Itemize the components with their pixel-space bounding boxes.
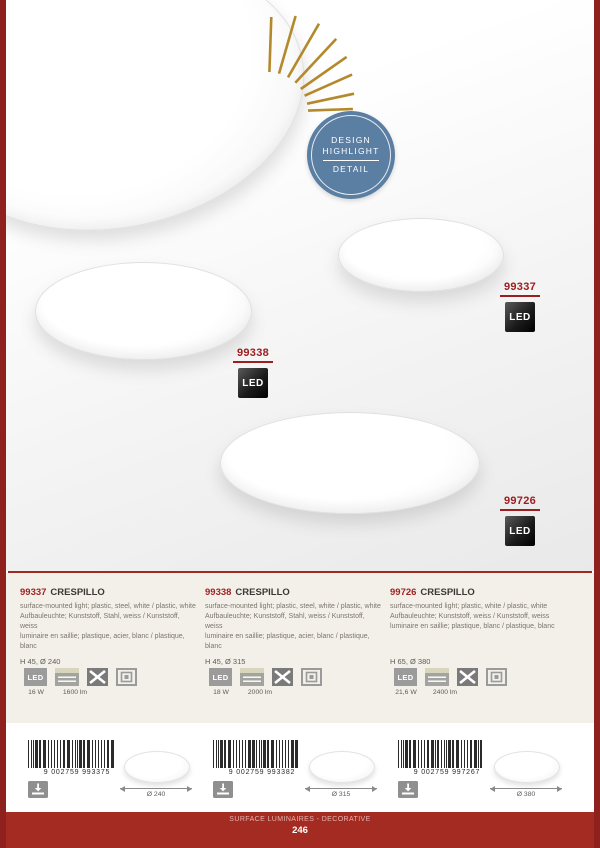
description-en: surface-mounted light; plastic, steel, white / plastic, white xyxy=(20,603,196,610)
lumen-module-icon xyxy=(425,668,449,686)
sun-rays-icon xyxy=(245,0,375,125)
wattage-label: 21,6 W xyxy=(395,689,417,696)
badge-line2: HIGHLIGHT xyxy=(322,146,380,156)
non-replaceable-lamp-icon xyxy=(272,668,293,686)
product-photo-99726 xyxy=(220,412,480,514)
product-photo-99338 xyxy=(35,262,252,360)
diameter-dimension-line xyxy=(120,788,192,789)
diameter-label: Ø 380 xyxy=(516,791,536,798)
description-en: surface-mounted light; plastic, steel, white / plastic, white xyxy=(205,603,381,610)
product-thumbnail xyxy=(309,751,375,783)
badge-line3: DETAIL xyxy=(332,164,370,174)
ceiling-mount-icon xyxy=(398,781,418,798)
product-number: 99337 xyxy=(20,587,47,598)
description-de: Aufbauleuchte; Kunststoff, Stahl, weiss / Kunststoff, weiss xyxy=(20,613,180,630)
hero-label-99337 xyxy=(488,281,552,332)
spec-icon-row xyxy=(209,668,322,686)
barcode-number: 9 002759 997267 xyxy=(413,769,481,776)
dimensions-text: H 45, Ø 315 xyxy=(205,657,246,666)
footer-category: SURFACE LUMINAIRES - DECORATIVE xyxy=(229,816,371,823)
barcode xyxy=(213,740,311,768)
article-number-rule xyxy=(500,295,540,297)
design-highlight-badge xyxy=(307,111,395,199)
product-photo-99337-small xyxy=(338,218,504,292)
ceiling-mount-icon xyxy=(213,781,233,798)
product-title xyxy=(390,587,475,598)
description-de: Aufbauleuchte; Kunststoff, weiss / Kunststoff, weiss xyxy=(390,613,550,620)
flush-mount-icon xyxy=(486,668,507,686)
hero-label-99338 xyxy=(221,347,285,398)
wattage-label: 16 W xyxy=(28,689,44,696)
product-column-99338 xyxy=(205,585,381,815)
footer-page-number: 246 xyxy=(292,825,308,836)
product-number: 99726 xyxy=(390,587,417,598)
led-badge-icon: LED xyxy=(238,368,268,398)
description-fr: luminaire en saillie; plastique, acier, blanc / plastique, blanc xyxy=(205,633,370,650)
barcode-number: 9 002759 993382 xyxy=(228,769,296,776)
led-icon: LED xyxy=(394,668,417,686)
article-number: 99337 xyxy=(503,281,537,293)
page-border-right xyxy=(594,0,600,848)
led-icon: LED xyxy=(24,668,47,686)
product-thumbnail xyxy=(124,751,190,783)
product-name: CRESPILLO xyxy=(235,587,290,598)
product-title xyxy=(20,587,105,598)
section-divider xyxy=(8,571,592,573)
article-number: 99338 xyxy=(236,347,270,359)
dimensions-text: H 65, Ø 380 xyxy=(390,657,431,666)
product-number: 99338 xyxy=(205,587,232,598)
wattage-label: 18 W xyxy=(213,689,229,696)
spec-icon-row xyxy=(394,668,507,686)
led-badge-icon: LED xyxy=(505,516,535,546)
led-badge-icon: LED xyxy=(505,302,535,332)
diameter-label: Ø 240 xyxy=(146,791,166,798)
barcode xyxy=(28,740,126,768)
product-thumbnail xyxy=(494,751,560,783)
page-border-left xyxy=(0,0,6,848)
product-description xyxy=(20,602,196,652)
badge-line1: DESIGN xyxy=(331,135,371,145)
product-column-99337 xyxy=(20,585,196,815)
lumen-module-icon xyxy=(240,668,264,686)
non-replaceable-lamp-icon xyxy=(457,668,478,686)
led-icon: LED xyxy=(209,668,232,686)
spec-icon-row xyxy=(24,668,137,686)
dimensions-text: H 45, Ø 240 xyxy=(20,657,61,666)
article-number-rule xyxy=(500,509,540,511)
lumen-label: 1600 lm xyxy=(62,689,88,696)
footer-bar xyxy=(0,812,600,848)
description-fr: luminaire en saillie; plastique, acier, blanc / plastique, blanc xyxy=(20,633,185,650)
badge-divider xyxy=(323,160,379,161)
product-column-99726 xyxy=(390,585,566,815)
ceiling-mount-icon xyxy=(28,781,48,798)
lumen-label: 2400 lm xyxy=(432,689,458,696)
hero-label-99726 xyxy=(488,495,552,546)
flush-mount-icon xyxy=(301,668,322,686)
barcode xyxy=(398,740,496,768)
product-name: CRESPILLO xyxy=(50,587,105,598)
diameter-dimension-line xyxy=(305,788,377,789)
barcode-number: 9 002759 993375 xyxy=(43,769,111,776)
product-description xyxy=(205,602,381,652)
product-name: CRESPILLO xyxy=(420,587,475,598)
description-de: Aufbauleuchte; Kunststoff, Stahl, weiss / Kunststoff, weiss xyxy=(205,613,365,630)
diameter-dimension-line xyxy=(490,788,562,789)
description-en: surface-mounted light; plastic, white / plastic, white xyxy=(390,603,548,610)
article-number-rule xyxy=(233,361,273,363)
product-description xyxy=(390,602,566,632)
flush-mount-icon xyxy=(116,668,137,686)
description-fr: luminaire en saillie; plastique, blanc / plastique, blanc xyxy=(390,623,555,630)
non-replaceable-lamp-icon xyxy=(87,668,108,686)
lumen-module-icon xyxy=(55,668,79,686)
product-title xyxy=(205,587,290,598)
article-number: 99726 xyxy=(503,495,537,507)
diameter-label: Ø 315 xyxy=(331,791,351,798)
lumen-label: 2000 lm xyxy=(247,689,273,696)
